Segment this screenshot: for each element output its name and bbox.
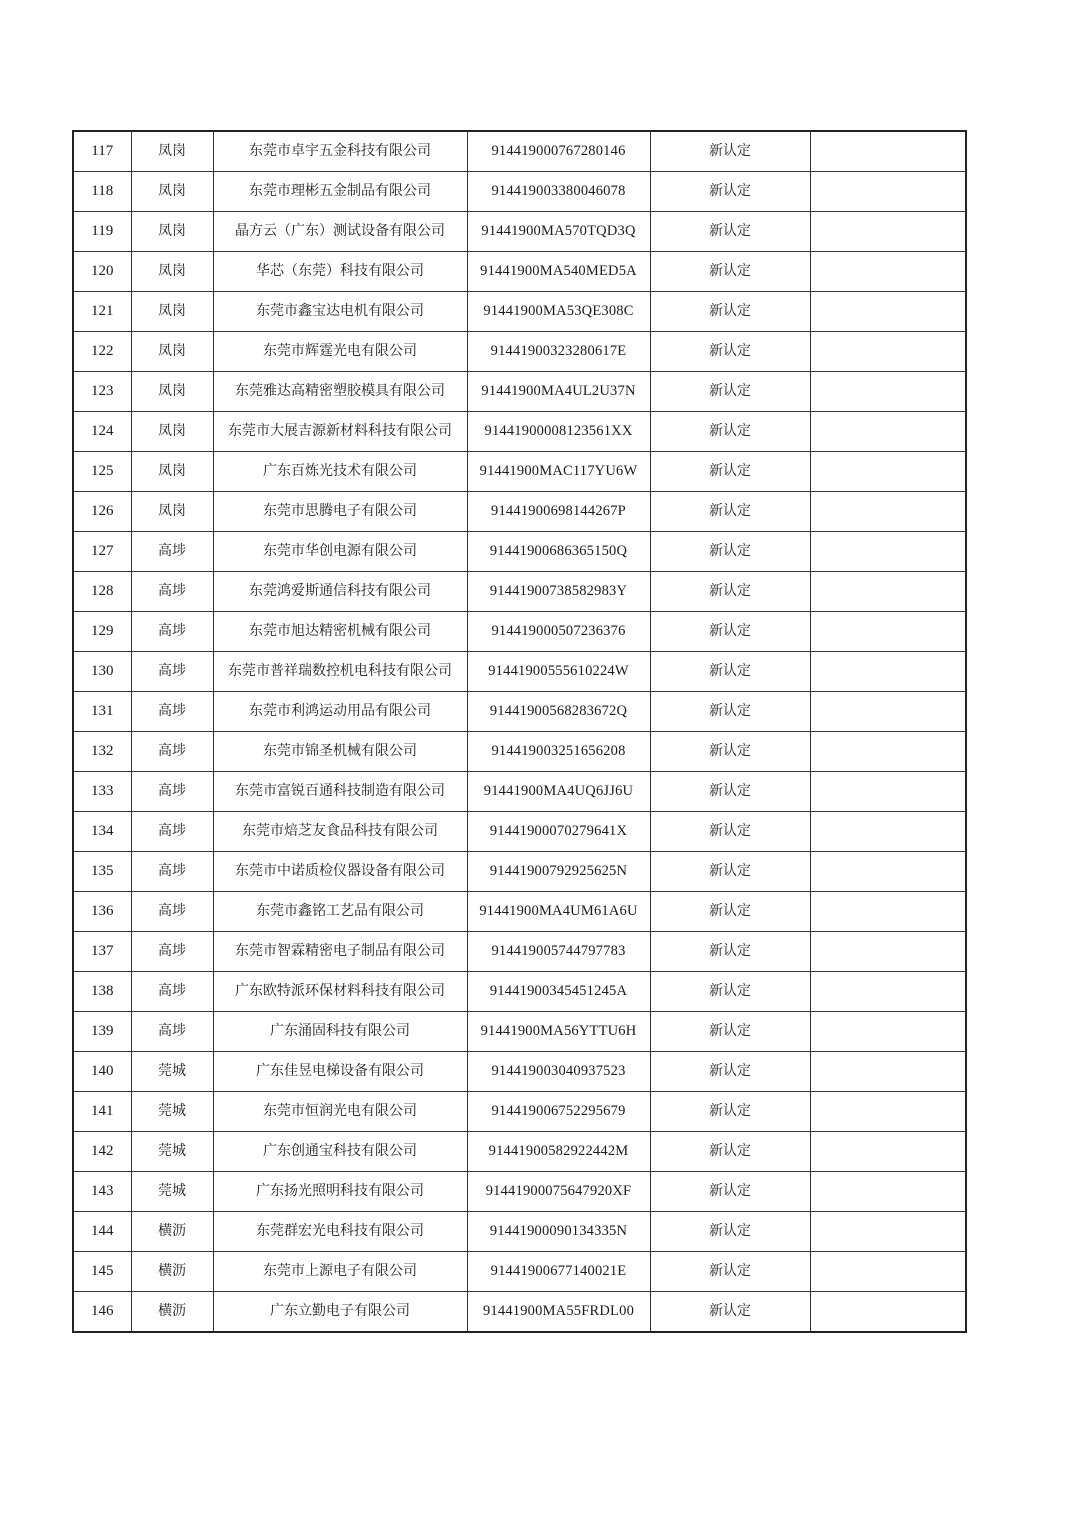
company-name-cell: 东莞市锦圣机械有限公司 — [213, 732, 467, 772]
town-cell: 凤岗 — [131, 452, 213, 492]
note-cell — [810, 692, 966, 732]
status-cell: 新认定 — [650, 372, 810, 412]
status-cell: 新认定 — [650, 292, 810, 332]
town-cell: 高埗 — [131, 532, 213, 572]
credit-code-cell: 91441900MA56YTTU6H — [467, 1012, 650, 1052]
company-name-cell: 东莞市上源电子有限公司 — [213, 1252, 467, 1292]
table-row — [73, 812, 966, 852]
company-name-cell: 东莞雅达高精密塑胶模具有限公司 — [213, 372, 467, 412]
note-cell — [810, 212, 966, 252]
table-row — [73, 131, 966, 172]
company-name-cell: 广东立勤电子有限公司 — [213, 1292, 467, 1333]
status-cell: 新认定 — [650, 1252, 810, 1292]
town-cell: 凤岗 — [131, 212, 213, 252]
table-row — [73, 1012, 966, 1052]
row-number-cell: 128 — [73, 572, 131, 612]
company-table — [72, 130, 967, 1333]
row-number-cell: 136 — [73, 892, 131, 932]
status-cell: 新认定 — [650, 772, 810, 812]
credit-code-cell: 91441900677140021E — [467, 1252, 650, 1292]
row-number-cell: 135 — [73, 852, 131, 892]
status-cell: 新认定 — [650, 852, 810, 892]
note-cell — [810, 892, 966, 932]
company-name-cell: 广东扬光照明科技有限公司 — [213, 1172, 467, 1212]
town-cell: 凤岗 — [131, 372, 213, 412]
town-cell: 凤岗 — [131, 252, 213, 292]
credit-code-cell: 91441900MA570TQD3Q — [467, 212, 650, 252]
status-cell: 新认定 — [650, 131, 810, 172]
town-cell: 高埗 — [131, 612, 213, 652]
note-cell — [810, 732, 966, 772]
town-cell: 横沥 — [131, 1252, 213, 1292]
status-cell: 新认定 — [650, 892, 810, 932]
company-name-cell: 东莞鸿爱斯通信科技有限公司 — [213, 572, 467, 612]
town-cell: 凤岗 — [131, 332, 213, 372]
credit-code-cell: 91441900582922442M — [467, 1132, 650, 1172]
table-row — [73, 252, 966, 292]
status-cell: 新认定 — [650, 692, 810, 732]
town-cell: 凤岗 — [131, 172, 213, 212]
company-name-cell: 东莞市鑫宝达电机有限公司 — [213, 292, 467, 332]
town-cell: 高埗 — [131, 692, 213, 732]
table-row — [73, 972, 966, 1012]
town-cell: 凤岗 — [131, 131, 213, 172]
company-name-cell: 东莞市鑫铭工艺品有限公司 — [213, 892, 467, 932]
table-row — [73, 1132, 966, 1172]
row-number-cell: 133 — [73, 772, 131, 812]
row-number-cell: 139 — [73, 1012, 131, 1052]
table-row — [73, 1092, 966, 1132]
note-cell — [810, 772, 966, 812]
company-name-cell: 晶方云（广东）测试设备有限公司 — [213, 212, 467, 252]
note-cell — [810, 372, 966, 412]
table-row — [73, 452, 966, 492]
note-cell — [810, 252, 966, 292]
note-cell — [810, 412, 966, 452]
row-number-cell: 123 — [73, 372, 131, 412]
row-number-cell: 118 — [73, 172, 131, 212]
table-body — [73, 131, 966, 1332]
town-cell: 高埗 — [131, 812, 213, 852]
company-name-cell: 华芯（东莞）科技有限公司 — [213, 252, 467, 292]
row-number-cell: 117 — [73, 131, 131, 172]
credit-code-cell: 91441900070279641X — [467, 812, 650, 852]
credit-code-cell: 91441900MA4UM61A6U — [467, 892, 650, 932]
status-cell: 新认定 — [650, 412, 810, 452]
note-cell — [810, 1292, 966, 1333]
note-cell — [810, 812, 966, 852]
town-cell: 横沥 — [131, 1292, 213, 1333]
town-cell: 莞城 — [131, 1092, 213, 1132]
note-cell — [810, 652, 966, 692]
town-cell: 高埗 — [131, 772, 213, 812]
credit-code-cell: 91441900MA55FRDL00 — [467, 1292, 650, 1333]
status-cell: 新认定 — [650, 212, 810, 252]
credit-code-cell: 91441900686365150Q — [467, 532, 650, 572]
status-cell: 新认定 — [650, 1012, 810, 1052]
credit-code-cell: 914419000507236376 — [467, 612, 650, 652]
row-number-cell: 129 — [73, 612, 131, 652]
note-cell — [810, 292, 966, 332]
note-cell — [810, 452, 966, 492]
company-name-cell: 东莞市焙芝友食品科技有限公司 — [213, 812, 467, 852]
table-row — [73, 292, 966, 332]
table-row — [73, 772, 966, 812]
credit-code-cell: 914419003251656208 — [467, 732, 650, 772]
credit-code-cell: 914419003040937523 — [467, 1052, 650, 1092]
status-cell: 新认定 — [650, 972, 810, 1012]
table-row — [73, 332, 966, 372]
company-name-cell: 广东佳昱电梯设备有限公司 — [213, 1052, 467, 1092]
town-cell: 凤岗 — [131, 492, 213, 532]
status-cell: 新认定 — [650, 252, 810, 292]
table-row — [73, 372, 966, 412]
company-name-cell: 广东创通宝科技有限公司 — [213, 1132, 467, 1172]
town-cell: 高埗 — [131, 572, 213, 612]
note-cell — [810, 572, 966, 612]
credit-code-cell: 91441900MA4UL2U37N — [467, 372, 650, 412]
town-cell: 莞城 — [131, 1052, 213, 1092]
credit-code-cell: 91441900738582983Y — [467, 572, 650, 612]
credit-code-cell: 914419006752295679 — [467, 1092, 650, 1132]
status-cell: 新认定 — [650, 1092, 810, 1132]
company-name-cell: 广东欧特派环保材料科技有限公司 — [213, 972, 467, 1012]
status-cell: 新认定 — [650, 572, 810, 612]
town-cell: 高埗 — [131, 732, 213, 772]
row-number-cell: 131 — [73, 692, 131, 732]
company-name-cell: 东莞群宏光电科技有限公司 — [213, 1212, 467, 1252]
credit-code-cell: 91441900MA4UQ6JJ6U — [467, 772, 650, 812]
company-name-cell: 东莞市卓宇五金科技有限公司 — [213, 131, 467, 172]
company-name-cell: 东莞市普祥瑞数控机电科技有限公司 — [213, 652, 467, 692]
status-cell: 新认定 — [650, 652, 810, 692]
credit-code-cell: 91441900090134335N — [467, 1212, 650, 1252]
town-cell: 高埗 — [131, 932, 213, 972]
credit-code-cell: 91441900698144267P — [467, 492, 650, 532]
credit-code-cell: 91441900MA540MED5A — [467, 252, 650, 292]
note-cell — [810, 1132, 966, 1172]
row-number-cell: 120 — [73, 252, 131, 292]
company-name-cell: 东莞市中诺质检仪器设备有限公司 — [213, 852, 467, 892]
row-number-cell: 141 — [73, 1092, 131, 1132]
table-row — [73, 612, 966, 652]
status-cell: 新认定 — [650, 732, 810, 772]
company-name-cell: 东莞市利鸿运动用品有限公司 — [213, 692, 467, 732]
credit-code-cell: 91441900345451245A — [467, 972, 650, 1012]
note-cell — [810, 972, 966, 1012]
table-row — [73, 212, 966, 252]
status-cell: 新认定 — [650, 532, 810, 572]
note-cell — [810, 1092, 966, 1132]
company-name-cell: 东莞市智霖精密电子制品有限公司 — [213, 932, 467, 972]
table-row — [73, 1052, 966, 1092]
row-number-cell: 140 — [73, 1052, 131, 1092]
status-cell: 新认定 — [650, 332, 810, 372]
row-number-cell: 125 — [73, 452, 131, 492]
company-name-cell: 广东百炼光技术有限公司 — [213, 452, 467, 492]
town-cell: 横沥 — [131, 1212, 213, 1252]
note-cell — [810, 852, 966, 892]
row-number-cell: 144 — [73, 1212, 131, 1252]
credit-code-cell: 914419000767280146 — [467, 131, 650, 172]
status-cell: 新认定 — [650, 1172, 810, 1212]
company-name-cell: 东莞市思腾电子有限公司 — [213, 492, 467, 532]
town-cell: 莞城 — [131, 1172, 213, 1212]
table-row — [73, 1252, 966, 1292]
note-cell — [810, 492, 966, 532]
credit-code-cell: 914419003380046078 — [467, 172, 650, 212]
table-row — [73, 852, 966, 892]
credit-code-cell: 91441900323280617E — [467, 332, 650, 372]
table-row — [73, 932, 966, 972]
town-cell: 莞城 — [131, 1132, 213, 1172]
row-number-cell: 137 — [73, 932, 131, 972]
row-number-cell: 124 — [73, 412, 131, 452]
note-cell — [810, 1212, 966, 1252]
note-cell — [810, 612, 966, 652]
credit-code-cell: 91441900555610224W — [467, 652, 650, 692]
row-number-cell: 122 — [73, 332, 131, 372]
town-cell: 凤岗 — [131, 292, 213, 332]
row-number-cell: 145 — [73, 1252, 131, 1292]
note-cell — [810, 131, 966, 172]
credit-code-cell: 914419005744797783 — [467, 932, 650, 972]
company-name-cell: 东莞市富锐百通科技制造有限公司 — [213, 772, 467, 812]
status-cell: 新认定 — [650, 1132, 810, 1172]
table-row — [73, 732, 966, 772]
credit-code-cell: 91441900568283672Q — [467, 692, 650, 732]
status-cell: 新认定 — [650, 1052, 810, 1092]
table-row — [73, 572, 966, 612]
row-number-cell: 126 — [73, 492, 131, 532]
credit-code-cell: 91441900008123561XX — [467, 412, 650, 452]
row-number-cell: 130 — [73, 652, 131, 692]
row-number-cell: 134 — [73, 812, 131, 852]
credit-code-cell: 91441900792925625N — [467, 852, 650, 892]
town-cell: 高埗 — [131, 972, 213, 1012]
company-name-cell: 东莞市大展吉源新材料科技有限公司 — [213, 412, 467, 452]
table-row — [73, 412, 966, 452]
company-name-cell: 广东涌固科技有限公司 — [213, 1012, 467, 1052]
table-row — [73, 692, 966, 732]
company-name-cell: 东莞市理彬五金制品有限公司 — [213, 172, 467, 212]
row-number-cell: 127 — [73, 532, 131, 572]
row-number-cell: 121 — [73, 292, 131, 332]
row-number-cell: 119 — [73, 212, 131, 252]
town-cell: 高埗 — [131, 852, 213, 892]
row-number-cell: 146 — [73, 1292, 131, 1333]
note-cell — [810, 932, 966, 972]
note-cell — [810, 532, 966, 572]
credit-code-cell: 91441900075647920XF — [467, 1172, 650, 1212]
town-cell: 高埗 — [131, 1012, 213, 1052]
status-cell: 新认定 — [650, 1292, 810, 1333]
row-number-cell: 132 — [73, 732, 131, 772]
credit-code-cell: 91441900MAC117YU6W — [467, 452, 650, 492]
table-row — [73, 1172, 966, 1212]
status-cell: 新认定 — [650, 932, 810, 972]
note-cell — [810, 1252, 966, 1292]
company-name-cell: 东莞市华创电源有限公司 — [213, 532, 467, 572]
company-name-cell: 东莞市辉霆光电有限公司 — [213, 332, 467, 372]
note-cell — [810, 1052, 966, 1092]
status-cell: 新认定 — [650, 452, 810, 492]
note-cell — [810, 1012, 966, 1052]
status-cell: 新认定 — [650, 172, 810, 212]
note-cell — [810, 1172, 966, 1212]
status-cell: 新认定 — [650, 812, 810, 852]
town-cell: 凤岗 — [131, 412, 213, 452]
company-name-cell: 东莞市恒润光电有限公司 — [213, 1092, 467, 1132]
table-row — [73, 172, 966, 212]
table-row — [73, 892, 966, 932]
company-name-cell: 东莞市旭达精密机械有限公司 — [213, 612, 467, 652]
row-number-cell: 138 — [73, 972, 131, 1012]
table-row — [73, 1292, 966, 1333]
note-cell — [810, 172, 966, 212]
credit-code-cell: 91441900MA53QE308C — [467, 292, 650, 332]
table-row — [73, 532, 966, 572]
status-cell: 新认定 — [650, 492, 810, 532]
table-row — [73, 492, 966, 532]
row-number-cell: 143 — [73, 1172, 131, 1212]
row-number-cell: 142 — [73, 1132, 131, 1172]
note-cell — [810, 332, 966, 372]
status-cell: 新认定 — [650, 1212, 810, 1252]
town-cell: 高埗 — [131, 652, 213, 692]
status-cell: 新认定 — [650, 612, 810, 652]
table-row — [73, 652, 966, 692]
town-cell: 高埗 — [131, 892, 213, 932]
table-row — [73, 1212, 966, 1252]
